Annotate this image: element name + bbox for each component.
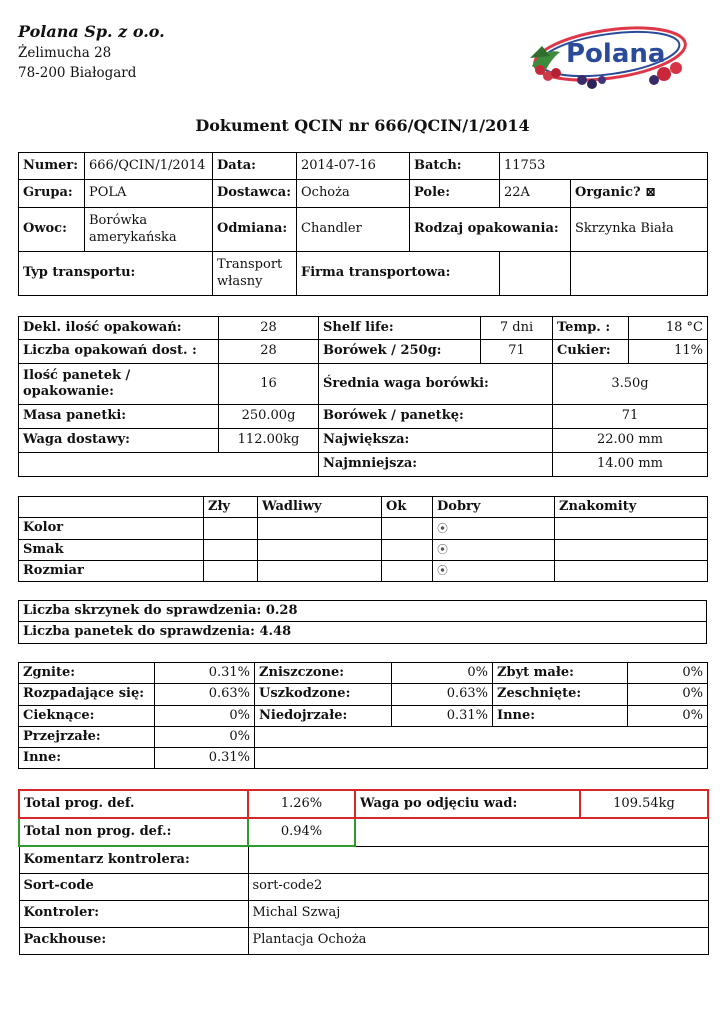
quality-header-empty (19, 497, 204, 518)
defects-table (18, 662, 708, 769)
masa-panetki-label: Masa panetki: (19, 405, 219, 429)
quality-cell (258, 518, 382, 539)
najwieksza-value: 22.00 mm (553, 429, 708, 453)
quality-cell (258, 539, 382, 560)
quality-cell (555, 518, 708, 539)
cukier-value: 11% (629, 340, 708, 364)
rodzaj-label: Rodzaj opakowania: (410, 208, 571, 252)
liczba-opakowan-value: 28 (219, 340, 319, 364)
numer-value: 666/QCIN/1/2014 (85, 153, 213, 180)
ciekace-label: Cieknące: (19, 705, 155, 726)
panetek-opakowanie-label: Ilość panetek / opakowanie: (19, 364, 219, 405)
rozpadajace-label: Rozpadające się: (19, 684, 155, 705)
sort-code-label: Sort-code (19, 873, 248, 900)
cukier-label: Cukier: (553, 340, 629, 364)
zgnite-label: Zgnite: (19, 663, 155, 684)
rozmiar-dobry-radio[interactable]: ⦿ (433, 560, 555, 581)
panetek-do-sprawdzenia: Liczba panetek do sprawdzenia: 4.48 (19, 622, 707, 643)
waga-dostawy-label: Waga dostawy: (19, 429, 219, 453)
quality-header-wadliwy: Wadliwy (258, 497, 382, 518)
zeschniete-label: Zeschnięte: (493, 684, 628, 705)
borowek-250-label: Borówek / 250g: (319, 340, 481, 364)
quality-row-rozmiar: Rozmiar (19, 560, 204, 581)
srednia-waga-label: Średnia waga borówki: (319, 364, 553, 405)
firma-spacer (500, 252, 571, 296)
rodzaj-value: Skrzynka Biała (571, 208, 708, 252)
quality-header-zly: Zły (204, 497, 258, 518)
zbyt-male-value: 0% (628, 663, 708, 684)
pole-label: Pole: (410, 180, 500, 208)
rozpadajace-value: 0.63% (155, 684, 255, 705)
dostawca-label: Dostawca: (213, 180, 297, 208)
firma-label: Firma transportowa: (297, 252, 500, 296)
owoc-label: Owoc: (19, 208, 85, 252)
smak-dobry-radio[interactable]: ⦿ (433, 539, 555, 560)
data-label: Data: (213, 153, 297, 180)
temp-label: Temp. : (553, 317, 629, 340)
komentarz-value (248, 846, 708, 873)
inne-label: Inne: (19, 748, 155, 769)
kolor-dobry-radio[interactable]: ⦿ (433, 518, 555, 539)
zniszczone-value: 0% (392, 663, 493, 684)
ciekace-value: 0% (155, 705, 255, 726)
inne-label: Inne: (493, 705, 628, 726)
empty-cell (255, 748, 708, 769)
quality-cell (204, 560, 258, 581)
zeschniete-value: 0% (628, 684, 708, 705)
niedojrzale-value: 0.31% (392, 705, 493, 726)
logo-text: Polana (566, 39, 666, 69)
najmniejsza-value: 14.00 mm (553, 453, 708, 477)
quality-cell (382, 518, 433, 539)
typ-transportu-value: Transport własny (213, 252, 297, 296)
zniszczone-label: Zniszczone: (255, 663, 392, 684)
inne-value: 0.31% (155, 748, 255, 769)
shelf-life-value: 7 dni (481, 317, 553, 340)
batch-value: 11753 (500, 153, 708, 180)
quality-header-ok: Ok (382, 497, 433, 518)
quality-cell (382, 560, 433, 581)
niedojrzale-label: Niedojrzałe: (255, 705, 392, 726)
quality-cell (258, 560, 382, 581)
waga-po-odjeciu-value: 109.54kg (580, 790, 708, 818)
liczba-opakowan-label: Liczba opakowań dost. : (19, 340, 219, 364)
quality-cell (382, 539, 433, 560)
total-non-prog-def-label: Total non prog. def.: (19, 818, 248, 846)
borowek-250-value: 71 (481, 340, 553, 364)
quality-table (18, 496, 708, 582)
total-non-prog-def-value: 0.94% (248, 818, 355, 846)
shelf-life-label: Shelf life: (319, 317, 481, 340)
empty-cell (255, 726, 708, 747)
temp-value: 18 °C (629, 317, 708, 340)
najwieksza-label: Największa: (319, 429, 553, 453)
check-table (18, 600, 707, 644)
total-prog-def-label: Total prog. def. (19, 790, 248, 818)
polana-logo (522, 18, 692, 98)
komentarz-label: Komentarz kontrolera: (19, 846, 248, 873)
zbyt-male-label: Zbyt małe: (493, 663, 628, 684)
quality-cell (555, 560, 708, 581)
waga-po-odjeciu-label: Waga po odjęciu wad: (355, 790, 580, 818)
address-street: Żelimucha 28 (18, 45, 112, 61)
quality-row-kolor: Kolor (19, 518, 204, 539)
borowek-panetke-value: 71 (553, 405, 708, 429)
przejrzale-label: Przejrzałe: (19, 726, 155, 747)
quality-cell (555, 539, 708, 560)
przejrzale-value: 0% (155, 726, 255, 747)
dekl-value: 28 (219, 317, 319, 340)
sort-code-value: sort-code2 (248, 873, 708, 900)
total-prog-def-value: 1.26% (248, 790, 355, 818)
numer-label: Numer: (19, 153, 85, 180)
quality-header-znakomity: Znakomity (555, 497, 708, 518)
masa-panetki-value: 250.00g (219, 405, 319, 429)
organic-checkbox: Organic? ⊠ (571, 180, 708, 208)
address-city: 78-200 Białogard (18, 65, 137, 81)
inne-value: 0% (628, 705, 708, 726)
empty-cell (19, 453, 319, 477)
data-value: 2014-07-16 (297, 153, 410, 180)
owoc-value: Borówka amerykańska (85, 208, 213, 252)
grupa-value: POLA (85, 180, 213, 208)
quality-cell (204, 518, 258, 539)
typ-transportu-label: Typ transportu: (19, 252, 213, 296)
kontroler-label: Kontroler: (19, 900, 248, 927)
packaging-table (18, 316, 708, 477)
odmiana-label: Odmiana: (213, 208, 297, 252)
srednia-waga-value: 3.50g (553, 364, 708, 405)
borowek-panetke-label: Borówek / panetkę: (319, 405, 553, 429)
packhouse-label: Packhouse: (19, 927, 248, 954)
quality-row-smak: Smak (19, 539, 204, 560)
summary-table (18, 789, 709, 955)
waga-dostawy-value: 112.00kg (219, 429, 319, 453)
grupa-label: Grupa: (19, 180, 85, 208)
batch-label: Batch: (410, 153, 500, 180)
quality-cell (204, 539, 258, 560)
empty-cell (355, 818, 708, 846)
skrzynek-do-sprawdzenia: Liczba skrzynek do sprawdzenia: 0.28 (19, 601, 707, 622)
odmiana-value: Chandler (297, 208, 410, 252)
dostawca-value: Ochoża (297, 180, 410, 208)
document-info-table (18, 152, 708, 296)
firma-value (571, 252, 708, 296)
zgnite-value: 0.31% (155, 663, 255, 684)
uszkodzone-value: 0.63% (392, 684, 493, 705)
kontroler-value: Michal Szwaj (248, 900, 708, 927)
quality-header-dobry: Dobry (433, 497, 555, 518)
panetek-opakowanie-value: 16 (219, 364, 319, 405)
uszkodzone-label: Uszkodzone: (255, 684, 392, 705)
najmniejsza-label: Najmniejsza: (319, 453, 553, 477)
dekl-label: Dekl. ilość opakowań: (19, 317, 219, 340)
pole-value: 22A (500, 180, 571, 208)
packhouse-value: Plantacja Ochoża (248, 927, 708, 954)
company-name: Polana Sp. z o.o. (18, 22, 165, 41)
document-title: Dokument QCIN nr 666/QCIN/1/2014 (195, 116, 530, 135)
